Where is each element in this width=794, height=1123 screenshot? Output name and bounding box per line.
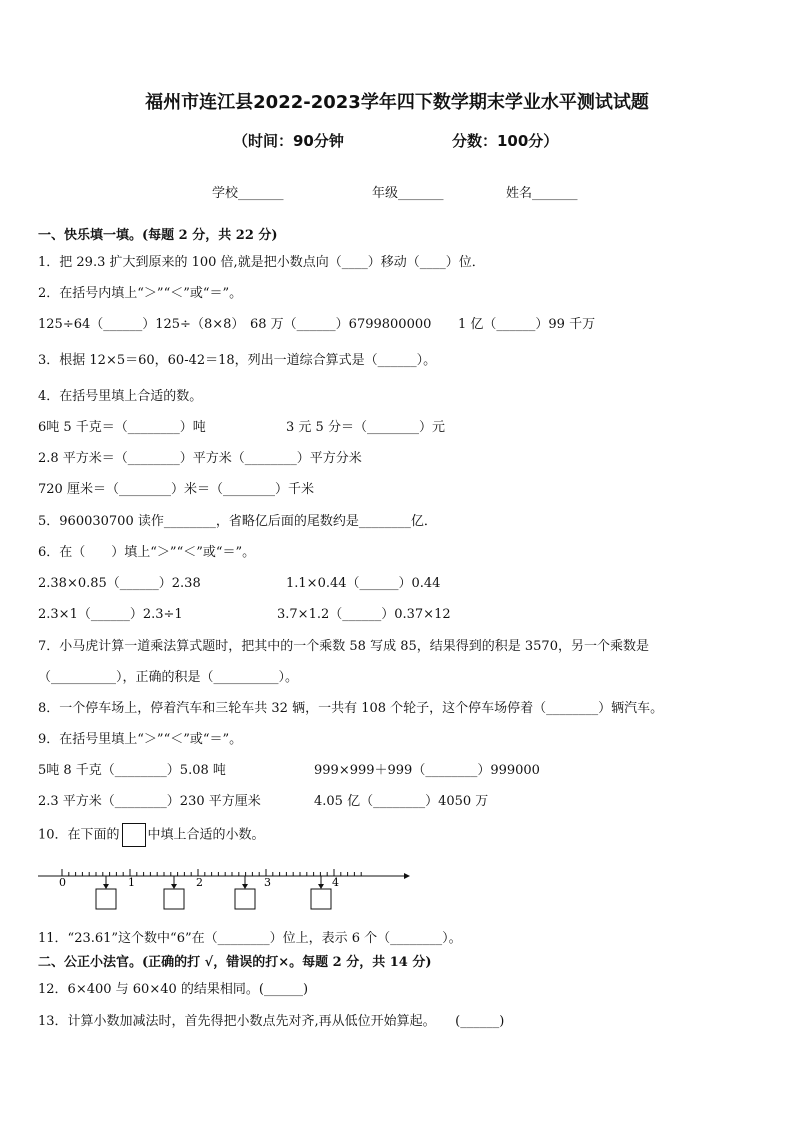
exam-title: 福州市连江县2022-2023学年四下数学期末学业水平测试试题 [145, 92, 649, 113]
answer-box-2[interactable] [164, 889, 184, 909]
grade-field[interactable]: 年级_______ [372, 186, 444, 201]
number-line-label-4: 4 [332, 876, 339, 889]
number-line-label-0: 0 [59, 876, 66, 889]
question-9: 9．在括号里填上“＞”“＜”或“＝”。 [38, 732, 243, 747]
question-13: 13．计算小数加减法时，首先得把小数点先对齐,再从低位开始算起。 (______) [38, 1014, 505, 1029]
question-4: 4．在括号里填上合适的数。 [38, 389, 203, 404]
question-10-prefix: 10．在下面的 [38, 827, 120, 843]
number-line-arrow-icon [404, 873, 410, 879]
pointer-head-icon [171, 884, 177, 889]
number-line-label-2: 2 [196, 876, 203, 889]
question-7-line-1: 7．小马虎计算一道乘法算式题时，把其中的一个乘数 58 写成 85，结果得到的积是 3570，另一个乘数是 [38, 639, 649, 654]
number-line-label-1: 1 [128, 876, 135, 889]
question-6-a: 2.38×0.85（______）2.38 [38, 576, 201, 591]
question-9-c: 2.3 平方米（________）230 平方厘米 [38, 794, 261, 809]
pointer-head-icon [242, 884, 248, 889]
question-11: 11．“23.61”这个数中“6”在（________）位上，表示 6 个（________）。 [38, 931, 462, 946]
question-8: 8．一个停车场上，停着汽车和三轮车共 32 辆，一共有 108 个轮子，这个停车场停着（________）辆汽车。 [38, 701, 664, 716]
question-12: 12．6×400 与 60×40 的结果相同。(______) [38, 982, 309, 997]
question-10 [38, 823, 265, 847]
exam-score: 分数：100分） [452, 132, 559, 150]
question-9-d: 4.05 亿（________）4050 万 [314, 794, 489, 809]
question-10-suffix: 中填上合适的小数。 [147, 827, 265, 843]
question-2-a: 125÷64（______）125÷（8×8） [38, 317, 245, 332]
section-2-heading: 二、公正小法官。(正确的打 √，错误的打×。每题 2 分，共 14 分) [38, 955, 432, 970]
question-6-b: 1.1×0.44（______）0.44 [286, 576, 441, 591]
question-2-c: 1 亿（______）99 千万 [458, 317, 596, 332]
question-4-b: 3 元 5 分＝（________）元 [286, 420, 445, 435]
question-6-c: 2.3×1（______）2.3÷1 [38, 607, 183, 622]
answer-box-4[interactable] [311, 889, 331, 909]
name-field[interactable]: 姓名_______ [506, 186, 578, 201]
question-4-a: 6吨 5 千克＝（________）吨 [38, 420, 206, 435]
pointer-head-icon [103, 884, 109, 889]
number-line-ticks [62, 869, 361, 876]
exam-time: （时间：90分钟 [233, 132, 344, 150]
question-1: 1．把 29.3 扩大到原来的 100 倍,就是把小数点向（____）移动（____）位． [38, 255, 485, 270]
section-1-heading: 一、快乐填一填。(每题 2 分，共 22 分) [38, 228, 278, 243]
answer-box-icon [122, 823, 146, 847]
number-line-label-3: 3 [264, 876, 271, 889]
question-3: 3．根据 12×5＝60，60-42＝18，列出一道综合算式是（______）。 [38, 353, 437, 368]
question-5: 5．960030700 读作________，省略亿后面的尾数约是________亿． [38, 514, 437, 529]
question-7-line-2: （__________），正确的积是（__________）。 [38, 670, 299, 685]
answer-box-3[interactable] [235, 889, 255, 909]
question-6: 6．在（ ）填上“＞”“＜”或“＝”。 [38, 545, 256, 560]
question-2-b: 68 万（______）6799800000 [250, 317, 432, 332]
answer-box-1[interactable] [96, 889, 116, 909]
question-6-d: 3.7×1.2（______）0.37×12 [277, 607, 451, 622]
question-2: 2．在括号内填上“＞”“＜”或“＝”。 [38, 286, 243, 301]
number-line [34, 860, 414, 916]
question-4-d: 720 厘米＝（________）米＝（________）千米 [38, 482, 314, 497]
pointer-head-icon [318, 884, 324, 889]
question-9-b: 999×999＋999（________）999000 [314, 763, 540, 778]
school-field[interactable]: 学校_______ [212, 186, 284, 201]
question-9-a: 5吨 8 千克（________）5.08 吨 [38, 763, 226, 778]
question-4-c: 2.8 平方米＝（________）平方米（________）平方分米 [38, 451, 362, 466]
